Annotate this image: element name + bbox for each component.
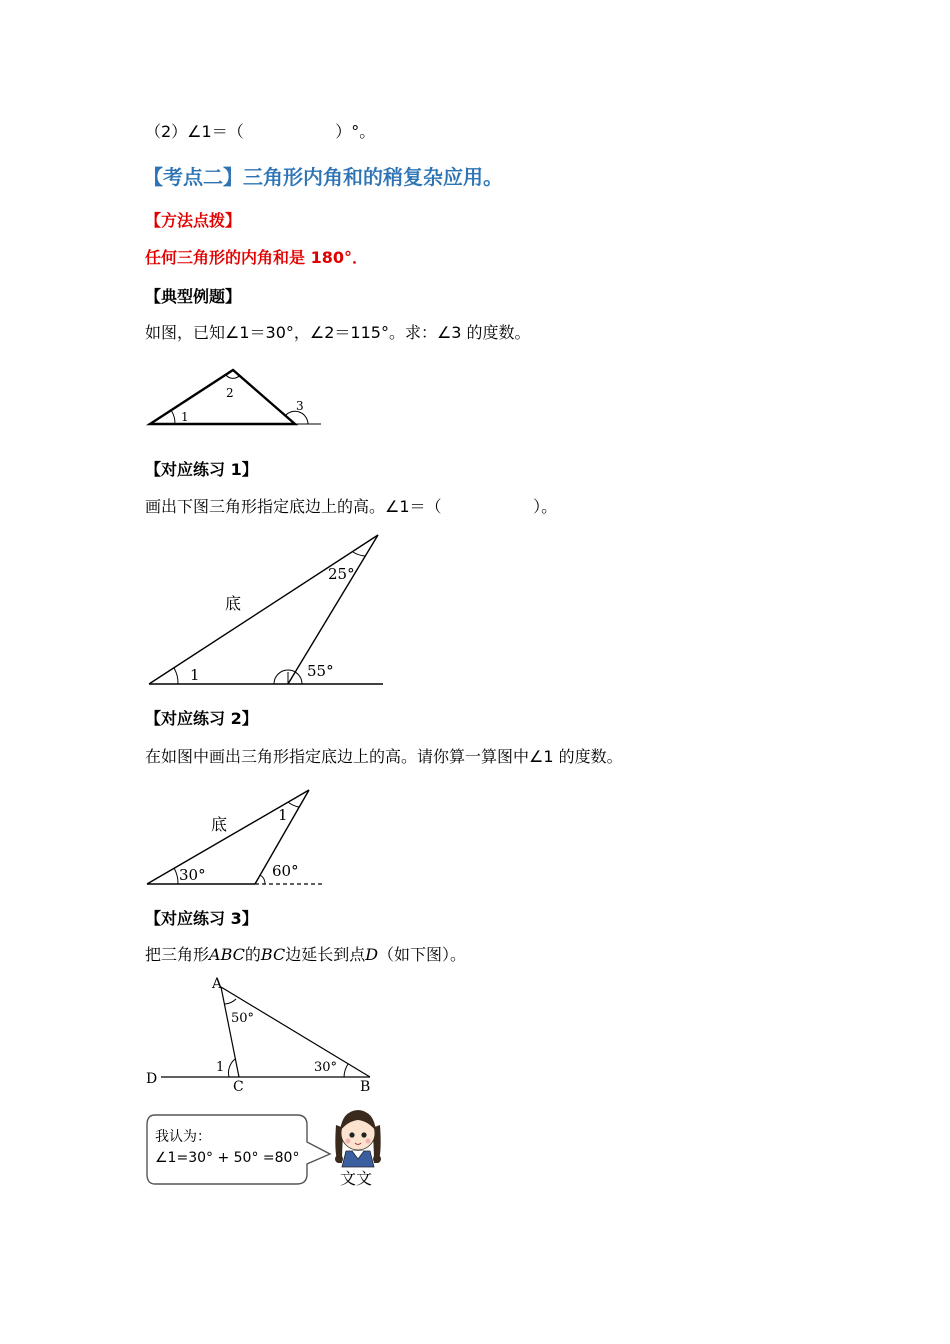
angle-1-arc xyxy=(171,410,175,424)
angle-right-label: 55° xyxy=(307,662,334,680)
angle-a-label: 50° xyxy=(231,1011,255,1026)
base-label: 底 xyxy=(225,594,242,613)
practice-1-text: 画出下图三角形指定底边上的高。∠1＝（ ）。 xyxy=(145,497,558,516)
angle-left-label: 30° xyxy=(179,866,206,884)
point-d-label: D xyxy=(146,1071,158,1087)
angle-right-arc xyxy=(260,875,265,884)
example-text: 如图，已知∠1＝30°，∠2＝115°。求：∠3 的度数。 xyxy=(145,323,531,342)
angle-a-arc xyxy=(225,999,236,1004)
point-b-label: B xyxy=(360,1079,371,1095)
practice-3-text: 把三角形ABC的BC边延长到点D（如下图）。 xyxy=(145,945,467,964)
character-name: 文文 xyxy=(340,1169,373,1188)
question-2-line: （2）∠1＝（ ）°。 xyxy=(145,122,376,141)
practice-3-figure xyxy=(145,975,390,1095)
example-triangle-figure xyxy=(145,365,335,435)
practice-1-figure xyxy=(145,532,390,692)
base-label: 底 xyxy=(211,815,228,834)
example-header: 【典型例题】 xyxy=(145,287,242,306)
angle-1-arc xyxy=(174,668,178,684)
angle-1-label: 1 xyxy=(181,410,189,424)
practice-2-text: 在如图中画出三角形指定底边上的高。请你算一算图中∠1 的度数。 xyxy=(145,747,623,766)
girl-avatar-icon xyxy=(328,1103,388,1168)
practice-1-header: 【对应练习 1】 xyxy=(145,460,258,479)
angle-top-label: 25° xyxy=(328,565,355,583)
angle-1-label: 1 xyxy=(216,1060,225,1075)
angle-b-arc xyxy=(344,1064,348,1077)
angle-2-label: 2 xyxy=(226,386,234,400)
angle-1-label: 1 xyxy=(190,666,200,684)
angle-right-label: 60° xyxy=(272,862,299,880)
side-ab xyxy=(221,987,370,1077)
side-left xyxy=(149,535,378,684)
angle-3-label: 3 xyxy=(296,399,304,413)
angle-1-label: 1 xyxy=(278,806,288,824)
speech-line-2: ∠1=30° + 50° =80° xyxy=(155,1150,300,1166)
point-c-label: C xyxy=(233,1079,244,1095)
kaodian-2-title: 【考点二】三角形内角和的稍复杂应用。 xyxy=(143,165,503,189)
method-text: 任何三角形的内角和是 180°． xyxy=(145,248,368,267)
angle-b-label: 30° xyxy=(314,1060,338,1075)
speech-line-1: 我认为： xyxy=(155,1129,211,1145)
angle-left-arc xyxy=(174,868,178,884)
practice-2-figure xyxy=(145,787,335,897)
practice-2-header: 【对应练习 2】 xyxy=(145,709,258,728)
triangle xyxy=(150,370,295,424)
practice-3-header: 【对应练习 3】 xyxy=(145,909,258,928)
angle-top-arc xyxy=(353,552,365,556)
angle-1-arc xyxy=(229,1059,235,1077)
method-header: 【方法点拨】 xyxy=(145,211,242,230)
point-a-label: A xyxy=(212,976,223,992)
angle-1-arc xyxy=(288,802,299,807)
